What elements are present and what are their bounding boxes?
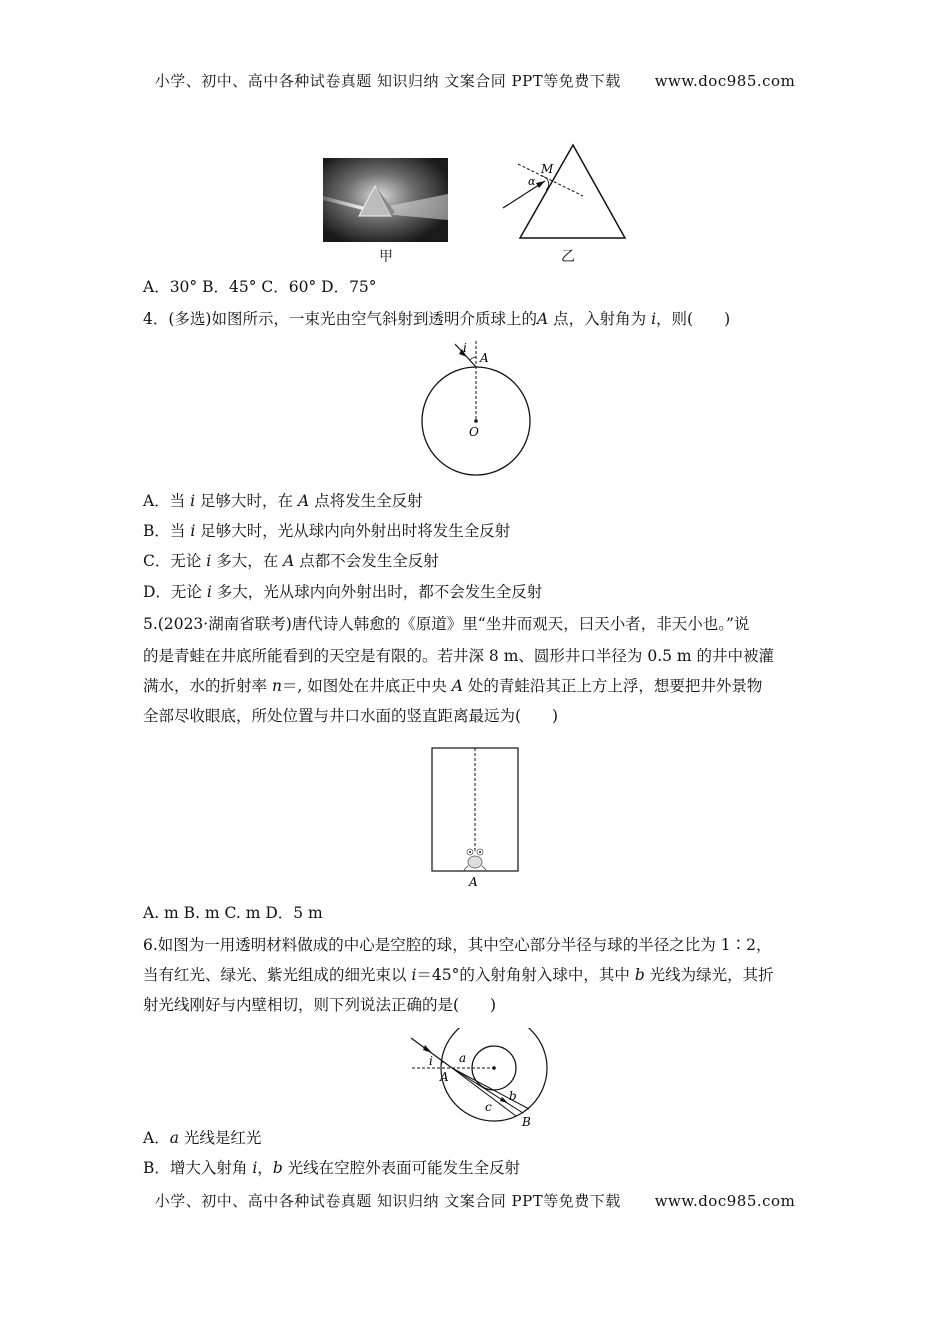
q6-text: 当有红光、绿光、紫光组成的细光束以 — [143, 966, 412, 984]
header-text: 小学、初中、高中各种试卷真题 知识归纳 文案合同 PPT等免费下载 — [154, 72, 621, 90]
label-B: B — [522, 1115, 531, 1128]
q6-line-1: 6.如图为一用透明材料做成的中心是空腔的球，其中空心部分半径与球的半径之比为 1∶2， — [143, 936, 772, 954]
q3-options: A．30° B．45° C．60° D．75° — [143, 278, 377, 296]
hollow-sphere-diagram — [405, 1028, 555, 1128]
opt-text: 光线在空腔外表面可能发生全反射 — [282, 1159, 521, 1177]
q4-option-c — [143, 551, 439, 571]
figure-label-jia: 甲 — [379, 249, 393, 265]
q5-line-1 — [143, 614, 749, 634]
q4-stem-part: 如图所示，一束光由空气斜射到透明介质球上的 — [211, 310, 537, 328]
prism-triangle — [520, 145, 625, 238]
opt-text: 足够大时，光从球内向外射出时将发生全反射 — [195, 522, 511, 540]
center-point — [474, 419, 478, 423]
opt-text: 多大，在 — [211, 552, 284, 570]
opt-text: 光线是红光 — [178, 1129, 262, 1147]
opt-var: i — [190, 522, 196, 540]
q4-option-d — [143, 582, 542, 602]
opt-var: i — [206, 583, 212, 601]
opt-text: C．无论 — [143, 552, 207, 570]
opt-text: 点将发生全反射 — [309, 492, 423, 510]
q4-stem-part: 点，入射角为 — [548, 310, 652, 328]
footer-url: www.doc985.com — [654, 1192, 796, 1210]
opt-text: 足够大时，在 — [195, 492, 298, 510]
opt-var: i — [252, 1159, 258, 1177]
label-c: c — [485, 1100, 492, 1114]
q5-text: ＝, 如图处在井底正中央 — [281, 677, 452, 695]
q5-source: (2023·湖南省联考) — [157, 615, 292, 633]
q4-var-A: A — [537, 310, 549, 328]
ray-c — [452, 1068, 516, 1116]
q6-text: ＝45°的入射角射入球中，其中 — [416, 966, 635, 984]
q5-line-2: 的是青蛙在井底所能看到的天空是有限的。若井深 8 m、圆形井口半径为 0.5 m 的井中被灌 — [143, 647, 775, 665]
opt-var: i — [190, 492, 196, 510]
q5-var-A: A — [451, 677, 463, 695]
q6-line-3: 射光线刚好与内壁相切，则下列说法正确的是( ) — [143, 996, 497, 1014]
opt-text: 点都不会发生全反射 — [294, 552, 439, 570]
opt-var: A — [297, 492, 310, 510]
label-i: i — [429, 1054, 433, 1068]
outer-circle — [441, 1028, 547, 1121]
label-A: A — [440, 1070, 449, 1084]
opt-var: A — [283, 552, 295, 570]
q6-text: 光线为绿光，其折 — [644, 966, 774, 984]
opt-text: B．当 — [143, 522, 191, 540]
label-A: A — [469, 875, 478, 889]
frog-icon — [464, 849, 486, 872]
q4-tag: (多选) — [168, 310, 212, 328]
page-header — [0, 70, 950, 91]
prism-photo — [323, 158, 448, 242]
q6-var-b: b — [634, 966, 645, 984]
opt-text: 多大，光从球内向外射出时，都不会发生全反射 — [211, 583, 543, 601]
label-b: b — [509, 1089, 517, 1103]
center-point — [492, 1066, 496, 1070]
opt-text: D．无论 — [143, 583, 207, 601]
figure-label-yi: 乙 — [561, 249, 575, 265]
q4-number: 4． — [143, 310, 169, 328]
label-M: M — [541, 162, 554, 176]
q6-line-2 — [143, 965, 774, 985]
header-url: www.doc985.com — [654, 72, 796, 90]
q6-option-a — [143, 1128, 261, 1148]
page-footer — [0, 1190, 950, 1211]
q5-line-4: 全部尽收眼底，所处位置与井口水面的竖直距离最远为( ) — [143, 707, 559, 725]
q6-option-b — [143, 1158, 520, 1178]
label-alpha: α — [528, 175, 536, 188]
opt-var: b — [272, 1159, 283, 1177]
q5-text: 唐代诗人韩愈的《原道》里“坐井而观天，曰天小者，非天小也。”说 — [291, 615, 750, 633]
label-i: i — [463, 341, 467, 355]
sphere-diagram — [415, 338, 537, 480]
opt-text: A．当 — [143, 492, 191, 510]
q5-text: 处的青蛙沿其正上方上浮，想要把井外景物 — [462, 677, 763, 695]
q5-options: A. m B. m C. m D．5 m — [143, 904, 323, 922]
q4-option-a — [143, 491, 423, 511]
opt-var: a — [169, 1129, 179, 1147]
opt-var: i — [206, 552, 212, 570]
q4-option-b — [143, 521, 510, 541]
q6-var-i: i — [411, 966, 417, 984]
label-O: O — [469, 425, 479, 439]
q5-text: 满水，水的折射率 — [143, 677, 272, 695]
q5-var-n: n — [271, 677, 282, 695]
q5-line-3 — [143, 676, 762, 696]
q4-var-i: i — [651, 310, 657, 328]
opt-text: ， — [257, 1159, 273, 1177]
q4-stem-part: ，则( ) — [656, 310, 731, 328]
label-A: A — [480, 351, 489, 365]
label-a: a — [459, 1051, 467, 1065]
footer-text: 小学、初中、高中各种试卷真题 知识归纳 文案合同 PPT等免费下载 — [154, 1192, 621, 1210]
q4-stem — [143, 309, 730, 329]
opt-text: B．增大入射角 — [143, 1159, 253, 1177]
triangle-prism-diagram — [498, 140, 630, 242]
well-diagram — [430, 746, 522, 892]
q5-number: 5. — [143, 615, 158, 633]
opt-text: A． — [143, 1129, 170, 1147]
